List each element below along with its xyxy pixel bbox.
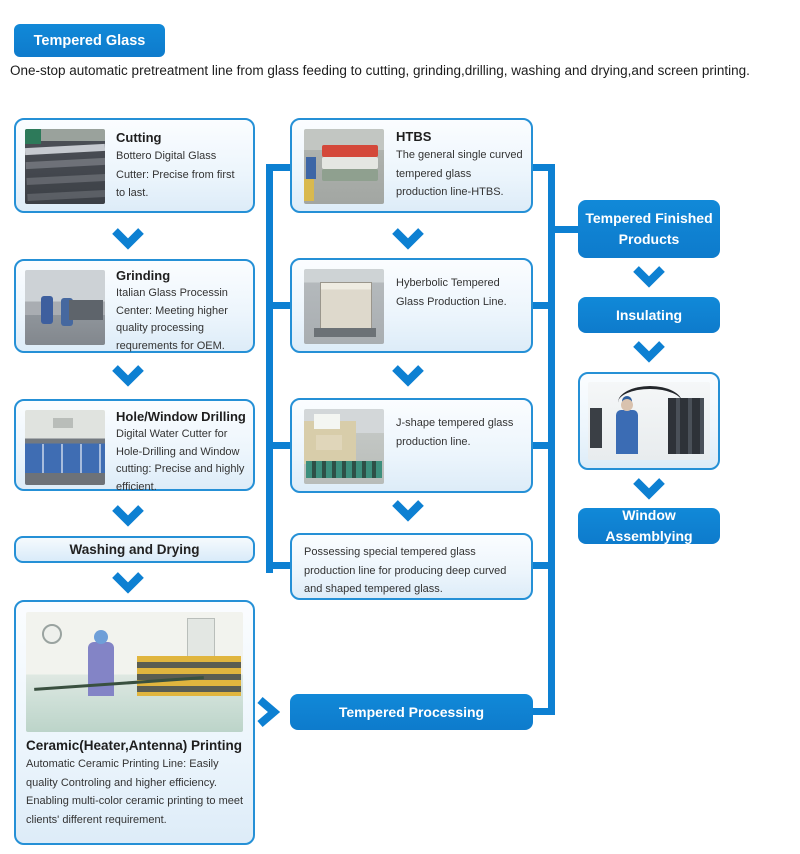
grinding-photo xyxy=(25,270,105,345)
htbs-title: HTBS xyxy=(396,129,432,144)
ceramic-printing-card xyxy=(14,600,255,845)
connector-left-stub-jshape xyxy=(266,442,290,449)
connector-left-stub-htbs xyxy=(266,164,290,171)
connector-right-stub-htbs xyxy=(531,164,548,171)
htbs-card xyxy=(290,118,533,213)
cutting-title: Cutting xyxy=(116,130,162,145)
window-assembly-photo-card xyxy=(578,372,720,470)
connector-right-stub-processing xyxy=(531,708,548,715)
connector-right-stub-hyperbolic xyxy=(531,302,548,309)
ceramic-printing-desc-1: Automatic Ceramic Printing Line: Easily quality Controling and higher efficiency. xyxy=(26,758,219,789)
tempered-finished-products-button[interactable]: Tempered Finished Products xyxy=(578,200,720,258)
chevron-down-icon xyxy=(632,340,666,364)
tempered-processing-button[interactable]: Tempered Processing xyxy=(290,694,533,730)
connector-right-stub-jshape xyxy=(531,442,548,449)
ceramic-printing-title: Ceramic(Heater,Antenna) Printing xyxy=(26,738,243,753)
window-assembling-button[interactable]: Window Assemblying xyxy=(578,508,720,544)
window-assembly-photo xyxy=(588,382,710,460)
connector-left-stub-hyperbolic xyxy=(266,302,290,309)
chevron-down-icon xyxy=(391,364,425,388)
tempered-glass-badge[interactable]: Tempered Glass xyxy=(14,24,165,57)
jshape-line-photo xyxy=(304,409,384,484)
ceramic-printing-photo xyxy=(26,612,243,732)
connector-left-stub-special xyxy=(266,562,290,569)
cutting-desc: Bottero Digital Glass Cutter: Precise from first to last. xyxy=(116,150,235,200)
chevron-down-icon xyxy=(111,504,145,528)
drilling-card xyxy=(14,399,255,491)
grinding-desc: Italian Glass Processin Center: Meeting higher quality processing requrements for OEM. xyxy=(116,287,228,352)
washing-drying-bar xyxy=(14,536,255,563)
drilling-desc: Digital Water Cutter for Hole-Drilling and Window cutting: Precise and highly efficient. xyxy=(116,428,245,493)
chevron-down-icon xyxy=(632,265,666,289)
chevron-down-icon xyxy=(111,227,145,251)
chevron-down-icon xyxy=(391,499,425,523)
chevron-down-icon xyxy=(111,364,145,388)
jshape-desc: J-shape tempered glass production line. xyxy=(396,417,514,448)
grinding-title: Grinding xyxy=(116,268,171,283)
hyperbolic-line-photo xyxy=(304,269,384,344)
htbs-desc: The general single curved tempered glass production line-HTBS. xyxy=(396,149,523,199)
hyperbolic-desc: Hyberbolic Tempered Glass Production Line. xyxy=(396,277,507,308)
cutting-photo xyxy=(25,129,105,204)
ceramic-printing-desc-2: Enabling multi-color ceramic printing to meet clients' different requirement. xyxy=(26,795,244,827)
chevron-down-icon xyxy=(111,571,145,595)
washing-drying-label: Washing and Drying xyxy=(69,542,200,557)
jshape-card xyxy=(290,398,533,493)
intro-text: One-stop automatic pretreatment line from glass feeding to cutting, grinding,drilling, washing and drying,and screen printing. xyxy=(10,63,750,78)
chevron-down-icon xyxy=(391,227,425,251)
connector-left-bus xyxy=(266,164,273,573)
connector-stub-finished-products xyxy=(555,226,578,233)
htbs-photo xyxy=(304,129,384,204)
hyperbolic-card xyxy=(290,258,533,353)
connector-right-stub-special xyxy=(531,562,548,569)
grinding-card xyxy=(14,259,255,353)
special-line-card xyxy=(290,533,533,600)
connector-right-bus xyxy=(548,164,555,715)
drilling-photo xyxy=(25,410,105,485)
drilling-title: Hole/Window Drilling xyxy=(116,409,246,424)
insulating-button[interactable]: Insulating xyxy=(578,297,720,333)
special-line-desc: Possessing special tempered glass production line for producing deep curved and shaped tempered glass. xyxy=(304,546,507,596)
chevron-right-icon xyxy=(256,696,280,728)
chevron-down-icon xyxy=(632,477,666,501)
cutting-card xyxy=(14,118,255,213)
